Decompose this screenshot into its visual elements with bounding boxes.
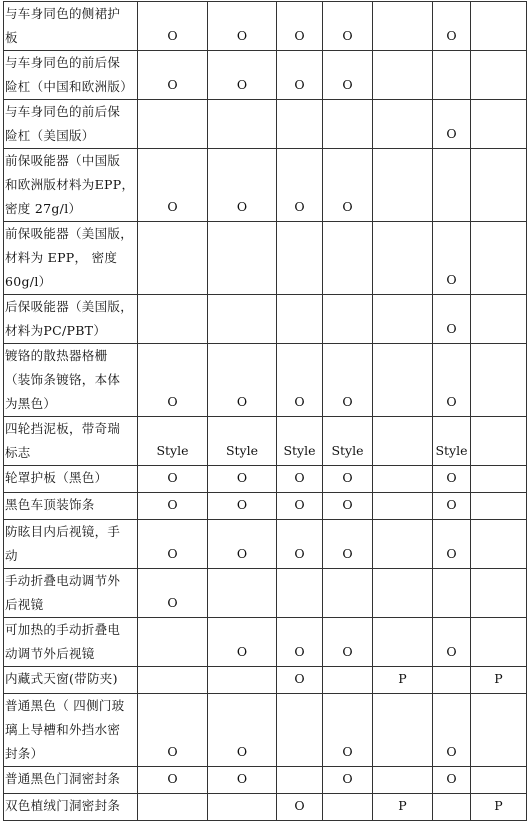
feature-cell: 前保吸能器（美国版， 材料为 EPP， 密度 60g/l） xyxy=(4,222,138,295)
availability-cell xyxy=(277,222,323,295)
table-row xyxy=(4,295,527,344)
feature-cell: 手动折叠电动调节外 后视镜 xyxy=(4,569,138,618)
availability-cell xyxy=(323,295,373,344)
availability-cell: O xyxy=(433,767,471,794)
availability-cell: O xyxy=(138,344,208,417)
availability-cell xyxy=(323,222,373,295)
feature-cell: 普通黑色门洞密封条 xyxy=(4,767,138,794)
table-row xyxy=(4,100,527,149)
availability-cell: Style xyxy=(208,417,277,466)
availability-cell xyxy=(373,694,433,767)
availability-cell: O xyxy=(138,149,208,222)
availability-cell: O xyxy=(323,344,373,417)
table-row xyxy=(4,520,527,569)
availability-cell xyxy=(277,569,323,618)
availability-cell: O xyxy=(208,2,277,51)
availability-cell: O xyxy=(138,569,208,618)
feature-cell: 与车身同色的前后保 险杠（美国版） xyxy=(4,100,138,149)
availability-cell: P xyxy=(373,667,433,694)
availability-cell xyxy=(277,694,323,767)
availability-cell: O xyxy=(323,520,373,569)
availability-cell xyxy=(373,2,433,51)
availability-cell xyxy=(373,51,433,100)
availability-cell: O xyxy=(138,51,208,100)
feature-cell: 四轮挡泥板，带奇瑞 标志 xyxy=(4,417,138,466)
availability-cell xyxy=(138,295,208,344)
availability-cell xyxy=(373,222,433,295)
availability-cell: O xyxy=(208,51,277,100)
availability-cell xyxy=(471,569,527,618)
availability-cell xyxy=(471,344,527,417)
feature-cell: 后保吸能器（美国版， 材料为PC/PBT） xyxy=(4,295,138,344)
availability-cell: Style xyxy=(323,417,373,466)
table-row xyxy=(4,767,527,794)
availability-cell xyxy=(373,618,433,667)
availability-cell: O xyxy=(277,344,323,417)
availability-cell xyxy=(208,794,277,821)
availability-cell: O xyxy=(138,694,208,767)
feature-cell: 防眩目内后视镜，手 动 xyxy=(4,520,138,569)
availability-cell: O xyxy=(138,466,208,493)
availability-cell: O xyxy=(208,149,277,222)
feature-cell: 镀铬的散热器格栅 （装饰条镀铬，本体 为黑色） xyxy=(4,344,138,417)
availability-cell xyxy=(373,417,433,466)
availability-cell: O xyxy=(277,149,323,222)
availability-cell xyxy=(373,569,433,618)
availability-cell xyxy=(433,149,471,222)
availability-cell xyxy=(138,618,208,667)
availability-cell xyxy=(373,149,433,222)
availability-cell xyxy=(323,794,373,821)
availability-cell: P xyxy=(471,794,527,821)
availability-cell xyxy=(471,100,527,149)
availability-cell xyxy=(433,51,471,100)
availability-cell: O xyxy=(277,520,323,569)
table-row xyxy=(4,2,527,51)
availability-cell xyxy=(277,100,323,149)
availability-cell xyxy=(373,466,433,493)
availability-cell xyxy=(323,100,373,149)
availability-cell: O xyxy=(323,694,373,767)
availability-cell xyxy=(373,767,433,794)
table-row xyxy=(4,344,527,417)
table-row xyxy=(4,618,527,667)
table-row xyxy=(4,493,527,520)
table-row xyxy=(4,667,527,694)
table-body xyxy=(4,2,527,821)
availability-cell: O xyxy=(277,51,323,100)
availability-cell: O xyxy=(208,344,277,417)
availability-cell: Style xyxy=(277,417,323,466)
availability-cell: O xyxy=(277,2,323,51)
availability-cell: O xyxy=(208,618,277,667)
availability-cell: O xyxy=(277,466,323,493)
availability-cell: Style xyxy=(138,417,208,466)
table-row xyxy=(4,149,527,222)
availability-cell xyxy=(208,667,277,694)
feature-cell: 双色植绒门洞密封条 xyxy=(4,794,138,821)
availability-cell xyxy=(471,51,527,100)
availability-cell xyxy=(471,466,527,493)
availability-cell: O xyxy=(277,493,323,520)
availability-cell xyxy=(471,493,527,520)
availability-cell xyxy=(277,295,323,344)
availability-cell: O xyxy=(433,520,471,569)
availability-cell: O xyxy=(323,618,373,667)
table-row xyxy=(4,794,527,821)
availability-cell: O xyxy=(208,520,277,569)
feature-cell: 内藏式天窗(带防夹) xyxy=(4,667,138,694)
availability-cell: O xyxy=(138,767,208,794)
availability-cell: P xyxy=(471,667,527,694)
availability-cell xyxy=(373,520,433,569)
availability-cell: O xyxy=(433,222,471,295)
availability-cell: O xyxy=(433,694,471,767)
availability-cell xyxy=(138,794,208,821)
availability-cell: O xyxy=(323,466,373,493)
availability-cell: O xyxy=(433,493,471,520)
availability-cell xyxy=(471,520,527,569)
availability-cell xyxy=(323,667,373,694)
feature-cell: 黑色车顶装饰条 xyxy=(4,493,138,520)
availability-cell: O xyxy=(277,794,323,821)
availability-cell xyxy=(208,569,277,618)
availability-cell: O xyxy=(433,100,471,149)
availability-cell: P xyxy=(373,794,433,821)
availability-cell xyxy=(323,569,373,618)
availability-cell xyxy=(433,667,471,694)
feature-cell: 前保吸能器（中国版 和欧洲版材料为EPP， 密度 27g/l） xyxy=(4,149,138,222)
availability-cell xyxy=(471,295,527,344)
table-row xyxy=(4,466,527,493)
availability-cell xyxy=(373,295,433,344)
availability-cell: O xyxy=(433,2,471,51)
availability-cell xyxy=(471,2,527,51)
availability-cell xyxy=(433,569,471,618)
availability-cell xyxy=(373,344,433,417)
availability-cell xyxy=(471,767,527,794)
availability-cell: O xyxy=(138,493,208,520)
availability-cell xyxy=(138,222,208,295)
table-row xyxy=(4,51,527,100)
availability-cell xyxy=(138,100,208,149)
availability-cell xyxy=(471,694,527,767)
availability-cell: O xyxy=(277,618,323,667)
feature-cell: 可加热的手动折叠电 动调节外后视镜 xyxy=(4,618,138,667)
feature-cell: 与车身同色的前后保 险杠（中国和欧洲版） xyxy=(4,51,138,100)
availability-cell: O xyxy=(323,51,373,100)
availability-cell xyxy=(277,767,323,794)
availability-cell xyxy=(373,493,433,520)
availability-cell xyxy=(433,794,471,821)
availability-cell xyxy=(373,100,433,149)
availability-cell: O xyxy=(208,466,277,493)
availability-cell: O xyxy=(323,493,373,520)
availability-cell: O xyxy=(277,667,323,694)
spec-table xyxy=(3,1,527,821)
availability-cell: O xyxy=(433,344,471,417)
table-row xyxy=(4,222,527,295)
availability-cell: O xyxy=(138,2,208,51)
availability-cell: O xyxy=(433,466,471,493)
availability-cell xyxy=(138,667,208,694)
availability-cell: O xyxy=(323,767,373,794)
feature-cell: 与车身同色的侧裙护 板 xyxy=(4,2,138,51)
availability-cell xyxy=(208,295,277,344)
availability-cell xyxy=(208,222,277,295)
table-row xyxy=(4,694,527,767)
availability-cell: O xyxy=(433,618,471,667)
availability-cell xyxy=(471,222,527,295)
availability-cell xyxy=(471,417,527,466)
feature-cell: 普通黑色（ 四侧门玻 璃上导槽和外挡水密 封条） xyxy=(4,694,138,767)
availability-cell: O xyxy=(208,694,277,767)
availability-cell: O xyxy=(208,493,277,520)
table-row xyxy=(4,417,527,466)
availability-cell xyxy=(208,100,277,149)
availability-cell: O xyxy=(433,295,471,344)
availability-cell: O xyxy=(138,520,208,569)
availability-cell: O xyxy=(208,767,277,794)
availability-cell: O xyxy=(323,149,373,222)
availability-cell: Style xyxy=(433,417,471,466)
feature-cell: 轮罩护板（黑色） xyxy=(4,466,138,493)
availability-cell: O xyxy=(323,2,373,51)
availability-cell xyxy=(471,149,527,222)
availability-cell xyxy=(471,618,527,667)
table-row xyxy=(4,569,527,618)
